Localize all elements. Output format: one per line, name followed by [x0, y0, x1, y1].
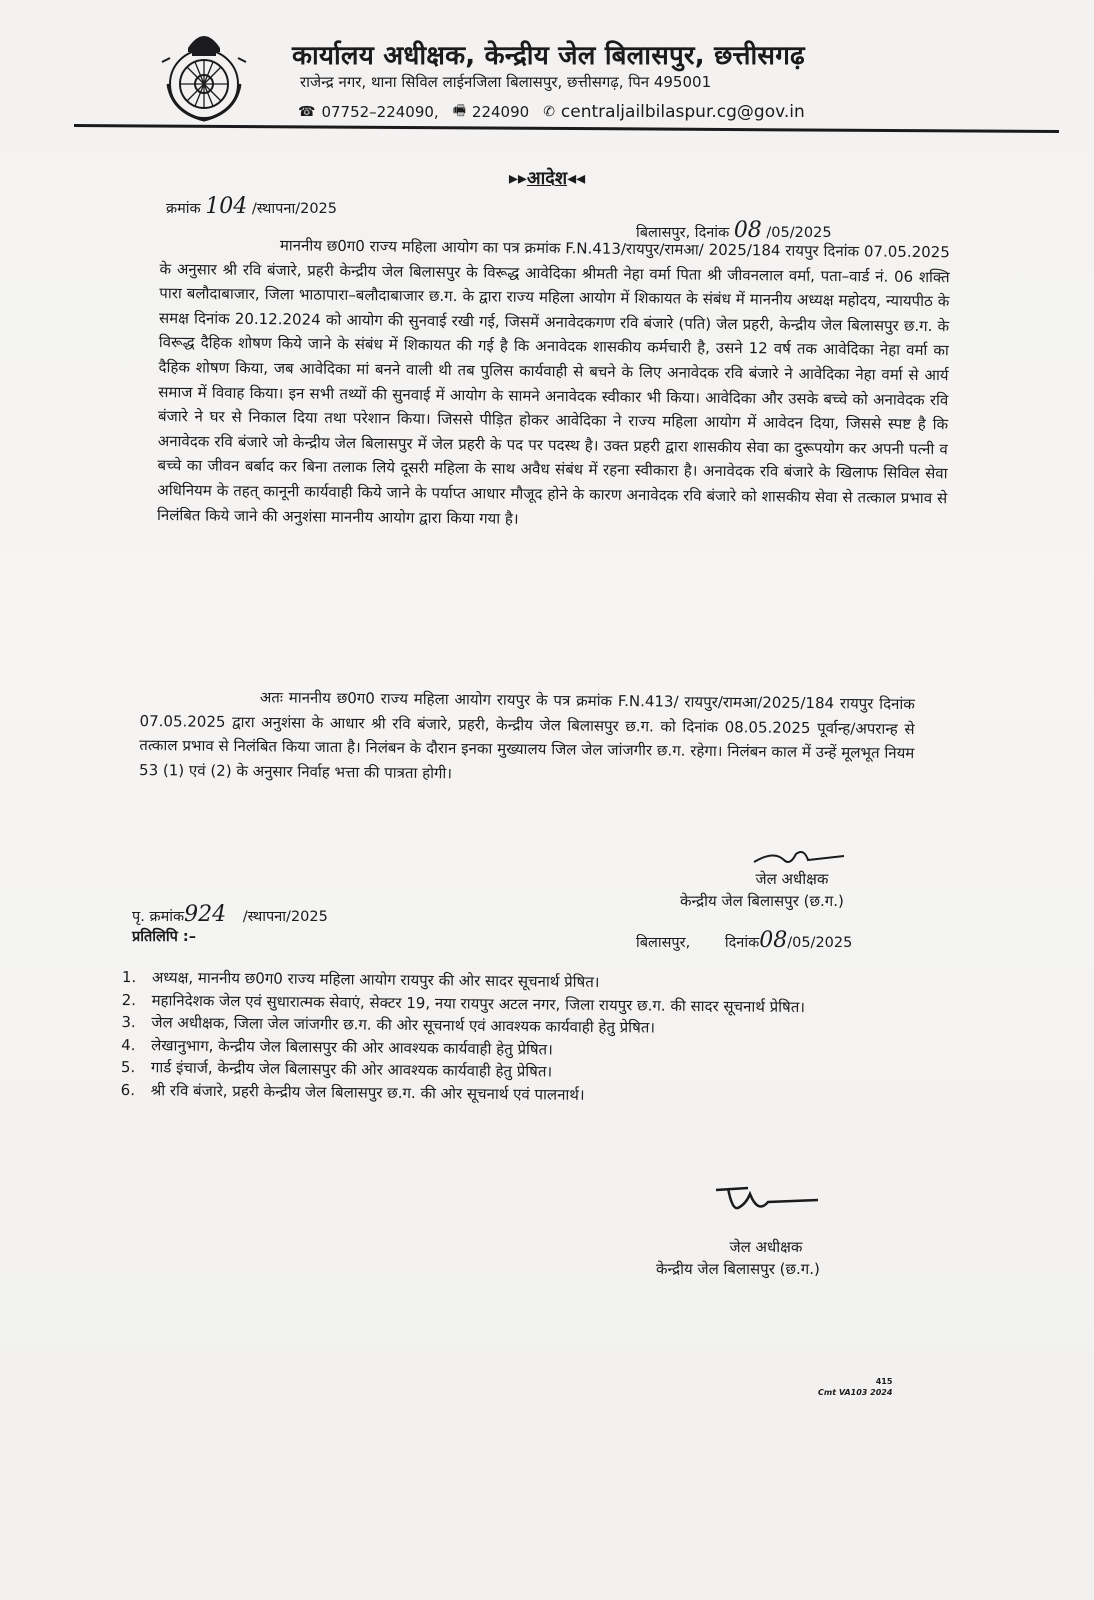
signature-block-2 [656, 1236, 820, 1280]
signature-1-designation: जेल अधीक्षक [755, 870, 829, 888]
list-item-text: अध्यक्ष, माननीय छ0ग0 राज्य महिला आयोग रायपुर की ओर सादर सूचनार्थ प्रेषित। [151, 968, 600, 992]
order-reference [166, 194, 337, 219]
order-date-rest: /05/2025 [766, 225, 832, 241]
order-place-date-prefix: बिलासपुर, दिनांक [636, 225, 730, 241]
signature-1-office: केन्द्रीय जेल बिलासपुर (छ.ग.) [680, 892, 844, 910]
office-contact [298, 100, 805, 124]
list-item-number: 4. [121, 1035, 136, 1054]
copy-place-date-prefix: बिलासपुर, [636, 935, 691, 951]
office-title: कार्यालय अधीक्षक, केन्द्रीय जेल बिलासपुर, छत्तीसगढ़ [292, 41, 805, 71]
order-heading-right-marker: ◂◂ [567, 168, 586, 189]
list-item-number: 2. [121, 990, 137, 1009]
order-ref-number: 104 [205, 194, 248, 219]
list-item-text: जेल अधीक्षक, जिला जेल जांजगीर छ.ग. की ओर सूचनार्थ एवं आवश्यक कार्यवाही हेतु प्रेषित। [151, 1013, 656, 1037]
order-heading-left-marker: ▸▸ [508, 168, 527, 189]
list-item-number: 3. [121, 1012, 136, 1032]
copy-ref-number: 924 [184, 902, 227, 927]
order-body-2 [139, 684, 915, 790]
signature-block-1 [680, 868, 844, 912]
order-heading-text: आदेश [526, 168, 568, 189]
order-ref-prefix: क्रमांक [166, 201, 201, 217]
list-item-text: गार्ड इंचार्ज, केन्द्रीय जेल बिलासपुर की ओर आवश्यक कार्यवाही हेतु प्रेषित। [150, 1058, 553, 1081]
list-item-number: 5. [120, 1057, 136, 1077]
fax-number: 224090 [471, 103, 530, 121]
copy-date-label: दिनांक [724, 935, 760, 951]
order-heading [0, 166, 1094, 190]
office-address: राजेन्द्र नगर, थाना सिविल लाईनजिला बिलासपुर, छत्तीसगढ़, पिन 495001 [300, 73, 712, 91]
signature-2-office: केन्द्रीय जेल बिलासपुर (छ.ग.) [656, 1260, 820, 1278]
copy-ref-prefix: पृ. क्रमांक [132, 909, 185, 925]
header-divider [74, 124, 1059, 133]
copy-recipient-list [121, 966, 902, 1109]
copy-place-date [636, 928, 852, 953]
signature-scribble-1 [744, 846, 854, 868]
list-item-number: 1. [121, 967, 137, 987]
order-ref-suffix: /स्थापना/2025 [251, 201, 338, 217]
order-date-day: 08 [733, 218, 762, 243]
order-body [157, 232, 950, 535]
list-item-text: लेखानुभाग, केन्द्रीय जेल बिलासपुर की ओर आवश्यक कार्यवाही हेतु प्रेषित। [151, 1035, 553, 1059]
list-item-text: महानिदेशक जेल एवं सुधारात्मक सेवाएं, सेक्टर 19, नया रायपुर अटल नगर, जिला रायपुर छ.ग. की सादर सूचनार्थ प्रेषित। [151, 990, 806, 1016]
fax-icon: 🖷 [452, 103, 466, 119]
signature-2-designation: जेल अधीक्षक [729, 1238, 803, 1256]
email-icon: ✆ [543, 104, 555, 120]
office-stamp [818, 1376, 892, 1398]
email-address[interactable]: centraljailbilaspur.cg@gov.in [560, 102, 805, 122]
copy-label: प्रतिलिपि :– [132, 929, 196, 945]
stamp-number: 415 [875, 1377, 893, 1386]
phone-icon: ☎ [298, 104, 316, 120]
signature-scribble-2 [708, 1180, 828, 1220]
order-paragraph-1: माननीय छ0ग0 राज्य महिला आयोग का पत्र क्रमांक F.N.413/रायपुर/रामआ/ 2025/184 रायपुर दिनांक 07.05.2025 के अनुसार श्री रवि बंजारे, प्रहरी केन्द्रीय जेल बिलासपुर के विरूद्ध आवेदिका श्रीमती नेहा वर्मा पिता श्री जीवनलाल वर्मा, पता–वार्ड नं. 06 शक्ति पारा बलौदाबाजार, जिला भाठापारा–बलौदाबाजार छ.ग. के द्वारा राज्य महिला आयोग में शिकायत के संबंध में माननीय अध्यक्ष महोदय, न्यायपीठ के समक्ष दिनांक 20.12.2024 को आयोग की सुनवाई रखी गई, जिसमें अनावेदकगण रवि बंजारे (पति) जेल प्रहरी, केन्द्रीय जेल बिलासपुर छ.ग. के विरूद्ध दैहिक शोषण किये जाने के संबंध में शिकायत की गई है कि अनावेदक शासकीय कर्मचारी है, उसने 12 वर्ष तक आवेदिका नेहा वर्मा का दैहिक शोषण किया, जब आवेदिका मां बनने वाली थी तब पुलिस कार्यवाही से बचने के लिए अनावेदक रवि बंजारे ने आवेदिका नेहा वर्मा से आर्य समाज में विवाह किया। इन सभी तथ्यों की सुनवाई में आयोग के सामने अनावेदक स्वीकार भी किया। आवेदिका और उसके बच्चे को अनावेदक रवि बंजारे ने घर से निकाल दिया तथा परेशान किया। जिससे पीड़ित होकर आवेदिका ने राज्य महिला आयोग में आवेदन दिया, जिससे स्पष्ट है कि अनावेदक रवि बंजारे जो केन्द्रीय जेल बिलासपुर में जेल प्रहरी के पद पर पदस्थ है। उक्त प्रहरी द्वारा शासकीय सेवा का दुरूपयोग कर अपनी पत्नी व बच्चे का जीवन बर्बाद कर बिना तलाक लिये दूसरी महिला के साथ अवैध संबंध में रहना स्वीकारा है। अनावेदक रवि बंजारे के खिलाफ सिविल सेवा अधिनियम के तहत् कानूनी कार्यवाही किये जाने के पर्याप्त आधार मौजूद होने के कारण अनावेदक रवि बंजारे को शासकीय सेवा से तत्काल प्रभाव से निलंबित किये जाने की अनुशंसा माननीय आयोग द्वारा किया गया है। [156, 236, 950, 528]
phone-number: 07752–224090, [321, 103, 439, 121]
order-paragraph-2: अतः माननीय छ0ग0 राज्य महिला आयोग रायपुर के पत्र क्रमांक F.N.413/ रायपुर/रामआ/2025/184 रायपुर दिनांक 07.05.2025 द्वारा अनुशंसा के आधार श्री रवि बंजारे, प्रहरी, केन्द्रीय जेल बिलासपुर छ.ग. को दिनांक 08.05.2025 पूर्वान्ह/अपरान्ह से तत्काल प्रभाव से निलंबित किया जाता है। निलंबन के दौरान इनका मुख्यालय जिल जेल जांजगीर छ.ग. रहेगा। निलंबन काल में उन्हें मूलभूत नियम 53 (1) एवं (2) के अनुसार निर्वाह भत्ता की पात्रता होगी। [139, 688, 915, 782]
copy-reference [132, 902, 328, 927]
state-emblem [158, 22, 250, 126]
list-item-text: श्री रवि बंजारे, प्रहरी केन्द्रीय जेल बिलासपुर छ.ग. की ओर सूचनार्थ एवं पालनार्थ। [150, 1080, 585, 1104]
copy-date-day: 08 [759, 928, 788, 953]
list-item-number: 6. [120, 1080, 136, 1099]
copy-date-rest: /05/2025 [787, 935, 853, 951]
stamp-code: Cmt VA103 2024 [818, 1388, 893, 1397]
copy-ref-suffix: /स्थापना/2025 [242, 909, 328, 925]
